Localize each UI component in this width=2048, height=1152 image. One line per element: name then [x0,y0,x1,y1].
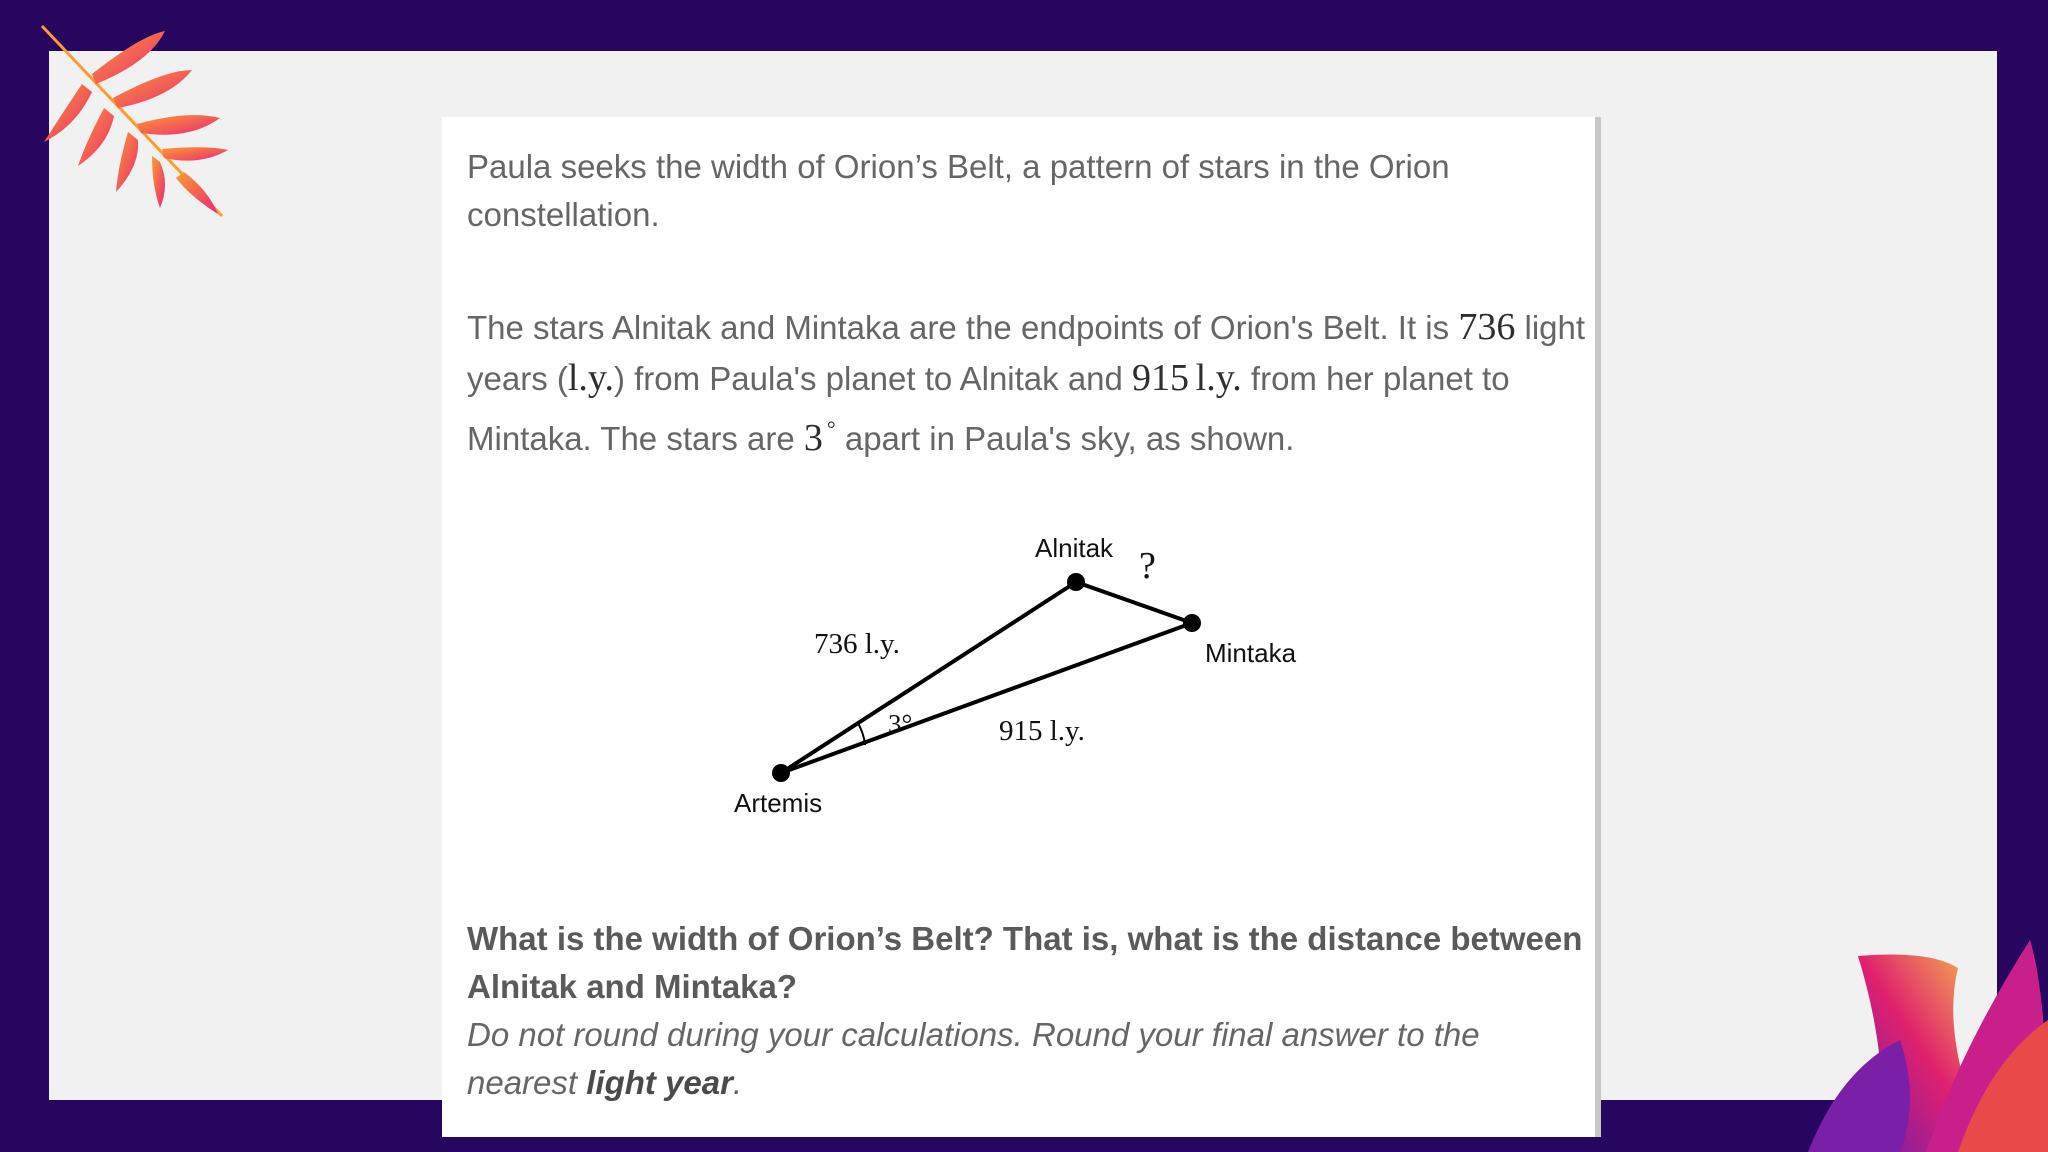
label-artemis: Artemis [734,788,823,818]
instruction-text: Do not round during your calculations. Round your final answer to the nearest [467,1016,1480,1101]
question-text: What is the width of Orion’s Belt? That is, what is the distance between Alnitak and Mintaka? [467,920,1583,1005]
label-unknown-distance: ? [1139,545,1156,587]
label-mintaka: Mintaka [1205,638,1297,668]
instruction-unit: light year [586,1064,733,1101]
bottom-right-leaf-icon [1808,940,2048,1152]
intro-paragraph: Paula seeks the width of Orion’s Belt, a pattern of stars in the Orion constellation. [467,148,1450,233]
setup-text-1: The stars Alnitak and Mintaka are the endpoints of Orion's Belt. It is [467,309,1459,346]
setup-text-5: apart in Paula's sky, as shown. [835,420,1295,457]
degree-symbol: ° [826,416,836,441]
label-angle-3: 3° [888,709,913,739]
distance-mintaka-value: 915 [1132,357,1190,399]
instruction-end: . [732,1064,743,1101]
angle-number: 3 [803,417,823,459]
setup-text-3: ) from Paula's planet to Alnitak and [613,360,1133,397]
label-side-915: 915 l.y. [999,715,1085,747]
unit-ly: l.y. [567,357,614,399]
setup-text-2: light years ( [467,309,1586,397]
top-left-leaf-icon [42,26,228,216]
label-alnitak: Alnitak [1035,533,1114,563]
unit-ly-2: l.y. [1195,357,1242,399]
setup-text-4: from her planet to Mintaka. The stars are [467,360,1510,457]
distance-alnitak-value: 736 [1458,306,1516,348]
label-side-736: 736 l.y. [814,628,900,660]
